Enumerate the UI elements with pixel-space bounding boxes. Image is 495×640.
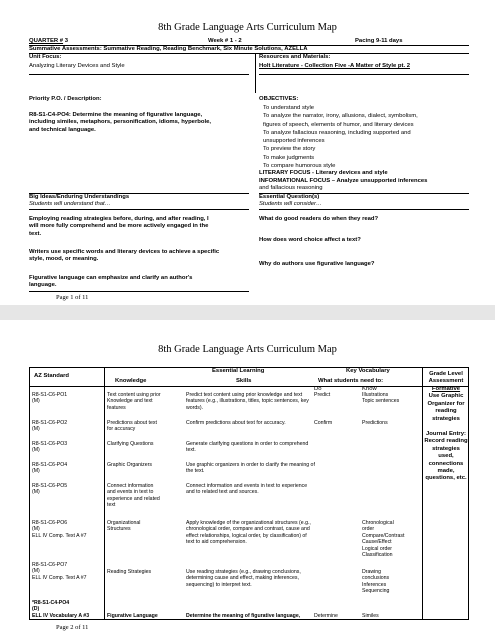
- objective-item: figures of speech, elements of humor, and literary devices: [263, 121, 414, 128]
- cell-line: Confirm: [314, 420, 333, 426]
- az-standard-header: AZ Standard: [34, 373, 70, 379]
- table-row-skill: [186, 441, 308, 454]
- objectives-list: [263, 104, 418, 170]
- formative-assessment: [424, 386, 468, 423]
- cell-line: ELL IV Comp. Text A #7: [32, 574, 87, 581]
- literary-focus: LITERARY FOCUS - Literary devices and style: [259, 170, 388, 176]
- cell-line: sequencing) to interpret text.: [186, 581, 252, 588]
- cell-line: Predict: [314, 392, 331, 398]
- formative-line: Use Graphic: [428, 393, 464, 400]
- formative-line: Organizer for: [427, 400, 465, 407]
- week-value: 1 - 2: [229, 38, 242, 44]
- journal-line: connections: [428, 460, 464, 467]
- essential-question-3: Why do authors use figurative language?: [259, 261, 375, 267]
- table-row-knowledge: [107, 392, 161, 411]
- table-row-skill: [186, 569, 301, 588]
- cell-line: Logical order: [362, 545, 392, 552]
- objective-item: To preview the story: [263, 146, 316, 153]
- cell-line: Predictions: [362, 420, 388, 426]
- page-number: Page 1 of 11: [56, 294, 89, 301]
- journal-line: made,: [437, 468, 455, 475]
- cell-line: Illustrations: [362, 392, 389, 398]
- big-ideas-label: Big Ideas/Enduring Understandings: [29, 194, 130, 200]
- big-idea-line: Employing reading strategies before, during, and after reading, I: [29, 216, 209, 222]
- table-row-do: [314, 392, 330, 398]
- cell-line: (M): [32, 398, 40, 405]
- week-label: Week #: [208, 38, 229, 44]
- table-row-std: [32, 520, 87, 539]
- cell-line: Inferences: [362, 581, 387, 588]
- running-header: 8th Grade Language Arts Curriculum Map: [158, 22, 337, 33]
- table-row-know: [362, 520, 404, 558]
- cell-line: text to aid comprehension.: [186, 539, 247, 546]
- cell-line: Classification: [362, 552, 393, 559]
- cell-line: Chronological: [362, 520, 394, 526]
- cell-line: (D): [32, 606, 40, 613]
- priority-po: [29, 112, 211, 134]
- cell-line: R8-S1-C6-PO1: [32, 392, 68, 398]
- journal-line: questions, etc.: [425, 475, 467, 482]
- table-row-skill: [186, 420, 286, 426]
- grade-level-line: Assessment: [428, 378, 464, 385]
- cell-line: the text.: [186, 468, 205, 475]
- table-row-std: [32, 562, 87, 581]
- cell-line: Connect information and events in text to experience: [186, 483, 308, 489]
- resources-label: Resources and Materials:: [259, 54, 331, 60]
- po-line: R8-S1-C4-PO4: Determine the meaning of figurative language,: [29, 112, 203, 118]
- cell-line: (M): [32, 526, 40, 533]
- table-row-skill: [186, 392, 309, 411]
- key-vocab-header: Key Vocabulary: [346, 368, 390, 374]
- cell-line: R8-S1-C6-PO4: [32, 462, 68, 468]
- skills-header: Skills: [236, 378, 252, 384]
- knowledge-header: Knowledge: [115, 378, 147, 384]
- cell-line: Sequencing: [362, 588, 390, 595]
- table-row-std: [32, 600, 89, 619]
- journal-line: strategies: [432, 445, 460, 452]
- quarter-value: 3: [64, 38, 68, 44]
- journal-line: Record reading: [424, 438, 468, 445]
- journal-line: used,: [438, 453, 454, 460]
- big-idea-line: style, mood, or meaning.: [29, 256, 99, 263]
- big-idea-line: text.: [29, 230, 42, 237]
- grade-level-header: [424, 371, 468, 386]
- cell-line: Organizational: [107, 520, 141, 526]
- table-row-knowledge: [107, 569, 151, 575]
- cell-line: and events in text to: [107, 489, 154, 496]
- table-row-skill: [186, 520, 311, 546]
- big-idea-line: language.: [29, 282, 57, 289]
- cell-line: and to related text and sources.: [186, 489, 259, 496]
- po-line: and technical language.: [29, 126, 96, 133]
- table-row-know: [362, 392, 399, 405]
- essential-learning-header: Essential Learning: [212, 368, 265, 374]
- essential-label: Essential Question(s): [259, 194, 320, 200]
- table-row-skill: Determine the meaning of figurative language,: [186, 613, 301, 619]
- table-row-knowledge: [107, 462, 152, 468]
- table-row-skill: [186, 483, 307, 496]
- informational-focus-cont: and fallacious reasoning: [259, 185, 323, 191]
- cell-line: (M): [32, 568, 40, 575]
- cell-line: (M): [32, 447, 40, 454]
- cell-line: Reading Strategies: [107, 569, 152, 575]
- cell-line: order: [362, 526, 375, 533]
- resources-value: Holt Literature - Collection Five -A Matter of Style pt. 2: [259, 63, 410, 69]
- formative-line: strategies: [432, 415, 460, 422]
- table-row-do: [314, 420, 332, 426]
- big-idea-2: [29, 249, 219, 264]
- table-row-do: Determine: [314, 613, 338, 619]
- page-1: [0, 0, 495, 305]
- table-row-know: [362, 420, 388, 426]
- cell-line: (M): [32, 468, 40, 475]
- cell-line: Cause/Effect: [362, 539, 392, 546]
- objective-item: To understand style: [263, 105, 315, 111]
- cell-line: text: [107, 502, 116, 509]
- cell-line: Confirm predictions about text for accuracy.: [186, 420, 286, 426]
- cell-line: Connect information: [107, 483, 154, 489]
- unit-focus-value: Analyzing Literary Devices and Style: [29, 63, 125, 69]
- cell-line: *R8-S1-C4-PO4: [32, 600, 70, 606]
- pacing: Pacing 9-11 days: [355, 38, 403, 44]
- cell-line: ELL IV Vocabulary A #3: [32, 612, 90, 619]
- big-idea-line: Figurative language can emphasize and clarify an author's: [29, 275, 193, 281]
- informational-focus: INFORMATIONAL FOCUS – Analyze unsupported inferences: [259, 178, 428, 184]
- do-header: Do: [314, 386, 322, 392]
- cell-line: R8-S1-C6-PO2: [32, 420, 68, 426]
- cell-line: effect relationships, logical order, by classification) of: [186, 532, 307, 539]
- table-row-std: [32, 441, 67, 454]
- objective-item: To compare humorous style: [263, 163, 336, 170]
- formative-label: Formative: [431, 386, 461, 392]
- page-2: [0, 320, 495, 640]
- essential-question-1: What do good readers do when they read?: [259, 216, 379, 222]
- objectives-label: OBJECTIVES:: [259, 96, 299, 102]
- cell-line: Knowledge and text: [107, 398, 153, 405]
- quarter-label: QUARTER #: [29, 38, 64, 44]
- table-row-know: Similes: [362, 613, 379, 619]
- cell-line: (M): [32, 489, 40, 496]
- table-row-std: [32, 462, 67, 475]
- cell-line: for accuracy: [107, 426, 136, 433]
- cell-line: Compare/Contrast: [362, 532, 405, 539]
- big-idea-1: [29, 216, 209, 238]
- big-idea-line: will more fully comprehend and be more actively engaged in the: [29, 223, 209, 230]
- cell-line: R8-S1-C6-PO5: [32, 483, 68, 489]
- cell-line: R8-S1-C6-PO3: [32, 441, 68, 447]
- table-row-std: [32, 392, 67, 405]
- unit-focus-label: Unit Focus:: [29, 54, 62, 60]
- cell-line: determining cause and effect, making inferences,: [186, 575, 299, 582]
- essential-sub: Students will consider…: [259, 201, 322, 207]
- cell-line: (M): [32, 426, 40, 433]
- cell-line: Text content using prior: [107, 392, 161, 398]
- cell-line: features: [107, 404, 126, 411]
- table-row-knowledge: [107, 441, 153, 447]
- cell-line: R8-S1-C6-PO6: [32, 520, 68, 526]
- table-row-std: [32, 420, 67, 433]
- cell-line: Clarifying Questions: [107, 441, 154, 447]
- cell-line: Use reading strategies (e.g., drawing conclusions,: [186, 569, 301, 575]
- big-ideas-sub: Students will understand that…: [29, 201, 111, 207]
- summative-assessments: Summative Assessments: Summative Reading, Reading Benchmark, Six Minute Solutions, AZELLA: [29, 46, 308, 52]
- objective-item: To analyze fallacious reasoning, including supported and: [263, 129, 411, 136]
- cell-line: Apply knowledge of the organizational structures (e.g.,: [186, 520, 311, 526]
- running-header: 8th Grade Language Arts Curriculum Map: [158, 344, 337, 355]
- journal-line: Journal Entry:: [426, 431, 466, 437]
- essential-question-2: How does word choice affect a text?: [259, 237, 361, 243]
- cell-line: conclusions: [362, 575, 390, 582]
- cell-line: features (e.g., illustrations, titles, topic sentences, key: [186, 398, 309, 405]
- cell-line: text.: [186, 447, 196, 454]
- cell-line: Topic sentences: [362, 398, 400, 405]
- cell-line: Predict text content using prior knowledge and text: [186, 392, 303, 398]
- cell-line: chronological order, compare and contrast, cause and: [186, 526, 310, 533]
- page-number: Page 2 of 11: [56, 624, 89, 631]
- big-idea-line: Writers use specific words and literary devices to achieve a specific: [29, 249, 220, 255]
- grade-level-line: Grade Level: [429, 371, 463, 377]
- cell-line: Use graphic organizers in order to clarify the meaning of: [186, 462, 315, 468]
- journal-entry: [424, 431, 468, 483]
- table-row-skill: [186, 462, 315, 475]
- cell-line: ELL IV Comp. Text A #7: [32, 532, 87, 539]
- cell-line: Drawing: [362, 569, 382, 575]
- what-students-header: What students need to:: [318, 378, 384, 384]
- po-line: including similes, metaphors, personification, idioms, hyperbole,: [29, 119, 211, 126]
- table-row-know: [362, 569, 389, 595]
- table-row-knowledge: Figurative Language: [107, 613, 158, 619]
- cell-line: Graphic Organizers: [107, 462, 152, 468]
- objective-item: To analyze the narrator, irony, allusions, dialect, symbolism,: [263, 113, 418, 120]
- objective-item: To make judgments: [263, 154, 315, 161]
- table-row-std: [32, 483, 67, 496]
- cell-line: Structures: [107, 526, 131, 533]
- cell-line: R8-S1-C6-PO7: [32, 562, 68, 568]
- cell-line: experience and related: [107, 495, 160, 502]
- objective-item: unsupported inferences: [263, 138, 325, 145]
- cell-line: words).: [186, 404, 204, 411]
- formative-line: reading: [435, 408, 457, 415]
- cell-line: Predictions about text: [107, 420, 157, 426]
- know-header: Know: [362, 386, 377, 392]
- table-row-knowledge: [107, 420, 157, 433]
- big-idea-3: [29, 275, 192, 290]
- table-row-knowledge: [107, 483, 160, 509]
- cell-line: Generate clarifying questions in order to comprehend: [186, 441, 309, 447]
- priority-label: Priority P.O. / Description:: [29, 96, 102, 102]
- table-row-knowledge: [107, 520, 140, 533]
